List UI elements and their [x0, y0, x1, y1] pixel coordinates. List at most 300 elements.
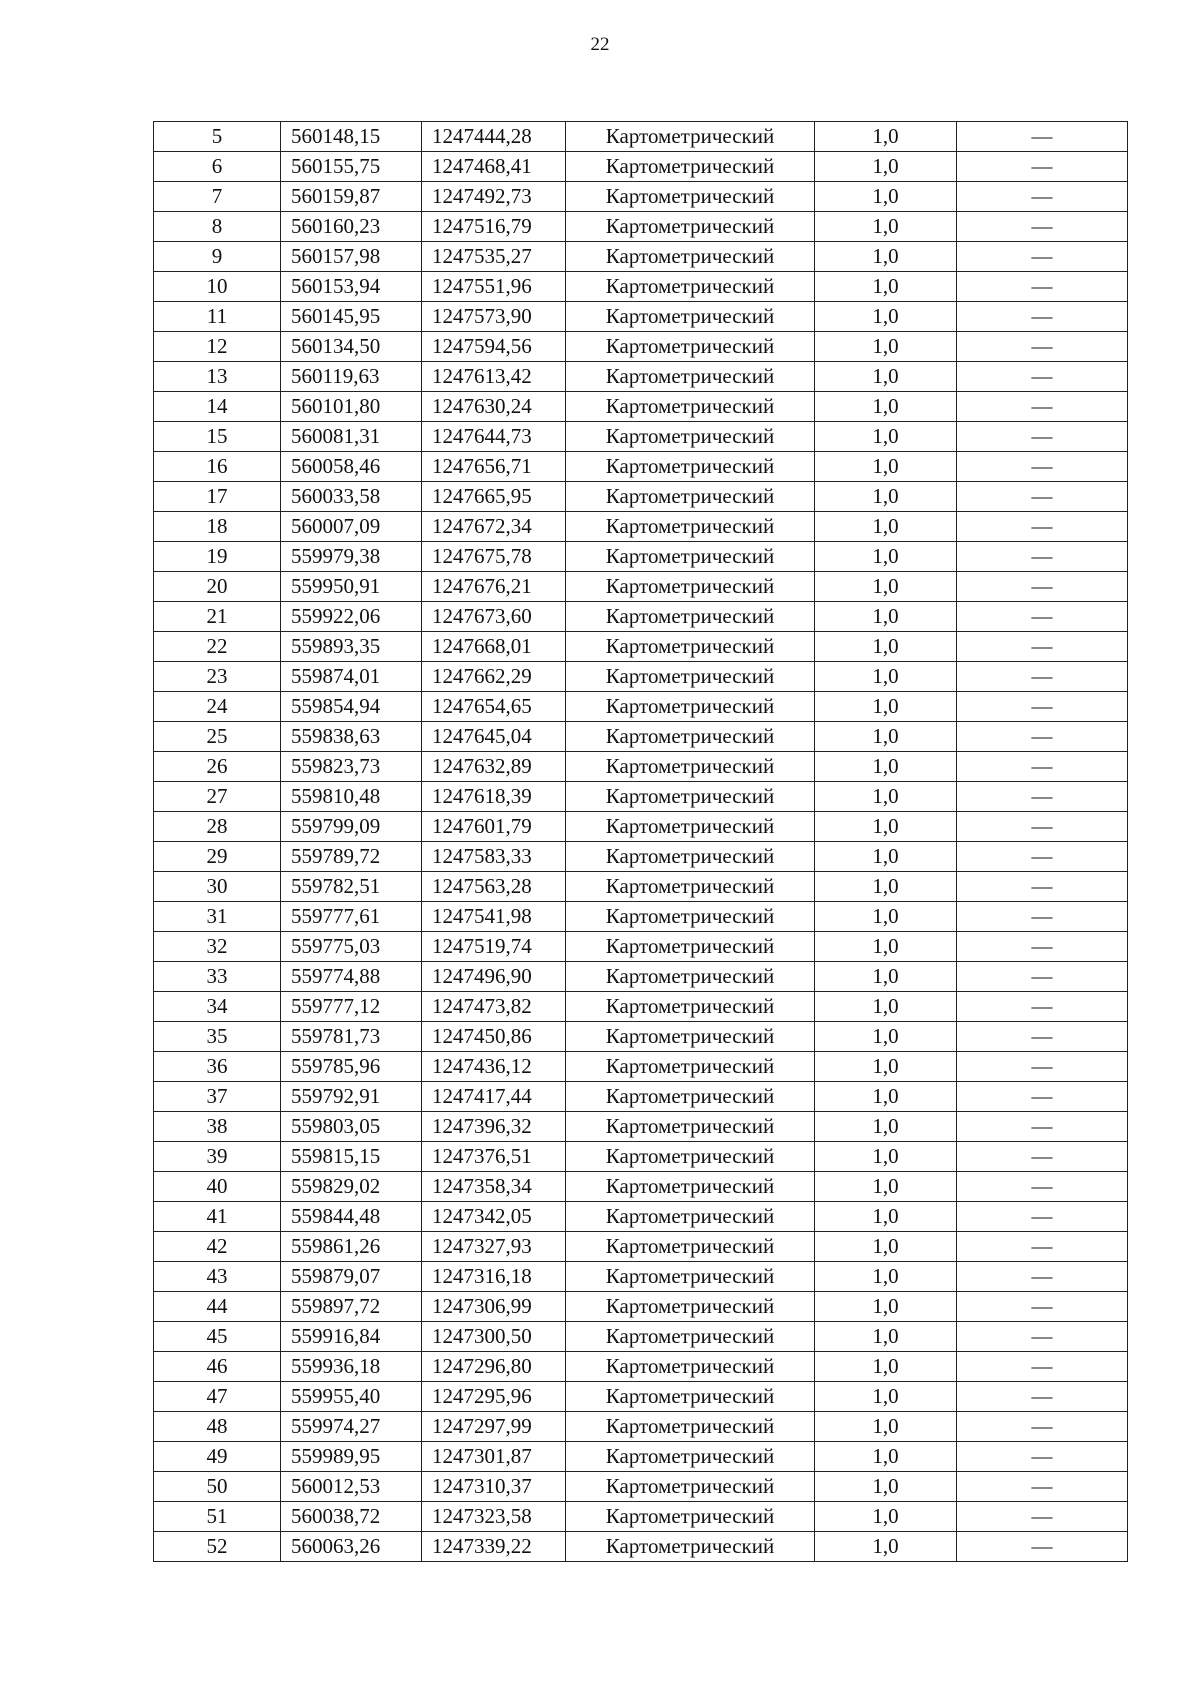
y-coordinate-cell: 1247473,82 — [422, 992, 566, 1022]
y-coordinate-cell: 1247516,79 — [422, 212, 566, 242]
y-coordinate-cell: 1247295,96 — [422, 1382, 566, 1412]
accuracy-cell: 1,0 — [815, 1442, 957, 1472]
accuracy-cell: 1,0 — [815, 1172, 957, 1202]
x-coordinate-cell: 559781,73 — [281, 1022, 422, 1052]
accuracy-cell: 1,0 — [815, 392, 957, 422]
accuracy-cell: 1,0 — [815, 812, 957, 842]
method-cell: Картометрический — [566, 272, 815, 302]
method-cell: Картометрический — [566, 1502, 815, 1532]
table-row — [154, 392, 1128, 422]
point-number-cell: 28 — [154, 812, 281, 842]
method-cell: Картометрический — [566, 1532, 815, 1562]
x-coordinate-cell: 560007,09 — [281, 512, 422, 542]
description-cell: — — [957, 1352, 1128, 1382]
table-row — [154, 812, 1128, 842]
method-cell: Картометрический — [566, 362, 815, 392]
y-coordinate-cell: 1247296,80 — [422, 1352, 566, 1382]
description-cell: — — [957, 1232, 1128, 1262]
table-row — [154, 752, 1128, 782]
accuracy-cell: 1,0 — [815, 842, 957, 872]
y-coordinate-cell: 1247396,32 — [422, 1112, 566, 1142]
y-coordinate-cell: 1247645,04 — [422, 722, 566, 752]
table-row — [154, 902, 1128, 932]
accuracy-cell: 1,0 — [815, 122, 957, 152]
point-number-cell: 20 — [154, 572, 281, 602]
description-cell: — — [957, 932, 1128, 962]
method-cell: Картометрический — [566, 152, 815, 182]
table-row — [154, 1322, 1128, 1352]
method-cell: Картометрический — [566, 992, 815, 1022]
table-row — [154, 182, 1128, 212]
method-cell: Картометрический — [566, 1232, 815, 1262]
description-cell: — — [957, 302, 1128, 332]
table-row — [154, 482, 1128, 512]
accuracy-cell: 1,0 — [815, 1112, 957, 1142]
accuracy-cell: 1,0 — [815, 992, 957, 1022]
accuracy-cell: 1,0 — [815, 482, 957, 512]
description-cell: — — [957, 1502, 1128, 1532]
accuracy-cell: 1,0 — [815, 872, 957, 902]
method-cell: Картометрический — [566, 332, 815, 362]
x-coordinate-cell: 559777,12 — [281, 992, 422, 1022]
y-coordinate-cell: 1247563,28 — [422, 872, 566, 902]
accuracy-cell: 1,0 — [815, 1472, 957, 1502]
x-coordinate-cell: 560157,98 — [281, 242, 422, 272]
method-cell: Картометрический — [566, 842, 815, 872]
point-number-cell: 49 — [154, 1442, 281, 1472]
x-coordinate-cell: 560159,87 — [281, 182, 422, 212]
y-coordinate-cell: 1247618,39 — [422, 782, 566, 812]
method-cell: Картометрический — [566, 182, 815, 212]
method-cell: Картометрический — [566, 392, 815, 422]
point-number-cell: 27 — [154, 782, 281, 812]
point-number-cell: 46 — [154, 1352, 281, 1382]
method-cell: Картометрический — [566, 242, 815, 272]
y-coordinate-cell: 1247672,34 — [422, 512, 566, 542]
accuracy-cell: 1,0 — [815, 1022, 957, 1052]
y-coordinate-cell: 1247594,56 — [422, 332, 566, 362]
accuracy-cell: 1,0 — [815, 1262, 957, 1292]
y-coordinate-cell: 1247535,27 — [422, 242, 566, 272]
table-row — [154, 932, 1128, 962]
y-coordinate-cell: 1247339,22 — [422, 1532, 566, 1562]
accuracy-cell: 1,0 — [815, 1202, 957, 1232]
x-coordinate-cell: 559803,05 — [281, 1112, 422, 1142]
description-cell: — — [957, 872, 1128, 902]
method-cell: Картометрический — [566, 1202, 815, 1232]
method-cell: Картометрический — [566, 752, 815, 782]
y-coordinate-cell: 1247436,12 — [422, 1052, 566, 1082]
y-coordinate-cell: 1247630,24 — [422, 392, 566, 422]
description-cell: — — [957, 812, 1128, 842]
description-cell: — — [957, 1472, 1128, 1502]
x-coordinate-cell: 559936,18 — [281, 1352, 422, 1382]
x-coordinate-cell: 559774,88 — [281, 962, 422, 992]
point-number-cell: 52 — [154, 1532, 281, 1562]
y-coordinate-cell: 1247306,99 — [422, 1292, 566, 1322]
x-coordinate-cell: 559950,91 — [281, 572, 422, 602]
accuracy-cell: 1,0 — [815, 602, 957, 632]
point-number-cell: 25 — [154, 722, 281, 752]
table-row — [154, 1502, 1128, 1532]
table-row — [154, 1382, 1128, 1412]
x-coordinate-cell: 559810,48 — [281, 782, 422, 812]
point-number-cell: 18 — [154, 512, 281, 542]
y-coordinate-cell: 1247316,18 — [422, 1262, 566, 1292]
x-coordinate-cell: 559838,63 — [281, 722, 422, 752]
point-number-cell: 26 — [154, 752, 281, 782]
table-row — [154, 452, 1128, 482]
method-cell: Картометрический — [566, 632, 815, 662]
method-cell: Картометрический — [566, 1112, 815, 1142]
accuracy-cell: 1,0 — [815, 1502, 957, 1532]
accuracy-cell: 1,0 — [815, 1052, 957, 1082]
method-cell: Картометрический — [566, 1442, 815, 1472]
x-coordinate-cell: 560012,53 — [281, 1472, 422, 1502]
description-cell: — — [957, 152, 1128, 182]
table-row — [154, 1172, 1128, 1202]
point-number-cell: 13 — [154, 362, 281, 392]
description-cell: — — [957, 992, 1128, 1022]
point-number-cell: 40 — [154, 1172, 281, 1202]
description-cell: — — [957, 572, 1128, 602]
accuracy-cell: 1,0 — [815, 932, 957, 962]
x-coordinate-cell: 559879,07 — [281, 1262, 422, 1292]
method-cell: Картометрический — [566, 1022, 815, 1052]
x-coordinate-cell: 560155,75 — [281, 152, 422, 182]
description-cell: — — [957, 602, 1128, 632]
point-number-cell: 8 — [154, 212, 281, 242]
table-row — [154, 362, 1128, 392]
accuracy-cell: 1,0 — [815, 1412, 957, 1442]
y-coordinate-cell: 1247551,96 — [422, 272, 566, 302]
table-row — [154, 1262, 1128, 1292]
accuracy-cell: 1,0 — [815, 1082, 957, 1112]
point-number-cell: 16 — [154, 452, 281, 482]
x-coordinate-cell: 560101,80 — [281, 392, 422, 422]
description-cell: — — [957, 362, 1128, 392]
y-coordinate-cell: 1247613,42 — [422, 362, 566, 392]
x-coordinate-cell: 559829,02 — [281, 1172, 422, 1202]
accuracy-cell: 1,0 — [815, 512, 957, 542]
x-coordinate-cell: 559854,94 — [281, 692, 422, 722]
point-number-cell: 35 — [154, 1022, 281, 1052]
point-number-cell: 34 — [154, 992, 281, 1022]
y-coordinate-cell: 1247450,86 — [422, 1022, 566, 1052]
description-cell: — — [957, 1442, 1128, 1472]
point-number-cell: 44 — [154, 1292, 281, 1322]
point-number-cell: 6 — [154, 152, 281, 182]
x-coordinate-cell: 559799,09 — [281, 812, 422, 842]
x-coordinate-cell: 559815,15 — [281, 1142, 422, 1172]
point-number-cell: 39 — [154, 1142, 281, 1172]
x-coordinate-cell: 559861,26 — [281, 1232, 422, 1262]
accuracy-cell: 1,0 — [815, 242, 957, 272]
method-cell: Картометрический — [566, 662, 815, 692]
x-coordinate-cell: 560145,95 — [281, 302, 422, 332]
x-coordinate-cell: 559897,72 — [281, 1292, 422, 1322]
method-cell: Картометрический — [566, 422, 815, 452]
y-coordinate-cell: 1247496,90 — [422, 962, 566, 992]
description-cell: — — [957, 1322, 1128, 1352]
description-cell: — — [957, 722, 1128, 752]
table-body — [154, 122, 1128, 1562]
y-coordinate-cell: 1247601,79 — [422, 812, 566, 842]
method-cell: Картометрический — [566, 482, 815, 512]
method-cell: Картометрический — [566, 542, 815, 572]
method-cell: Картометрический — [566, 302, 815, 332]
description-cell: — — [957, 332, 1128, 362]
point-number-cell: 41 — [154, 1202, 281, 1232]
point-number-cell: 24 — [154, 692, 281, 722]
table-row — [154, 1202, 1128, 1232]
accuracy-cell: 1,0 — [815, 212, 957, 242]
table-row — [154, 122, 1128, 152]
description-cell: — — [957, 1112, 1128, 1142]
table-row — [154, 152, 1128, 182]
description-cell: — — [957, 632, 1128, 662]
point-number-cell: 15 — [154, 422, 281, 452]
x-coordinate-cell: 560058,46 — [281, 452, 422, 482]
coordinates-table — [153, 121, 1128, 1562]
table-row — [154, 1082, 1128, 1112]
table-row — [154, 572, 1128, 602]
table-row — [154, 302, 1128, 332]
x-coordinate-cell: 559974,27 — [281, 1412, 422, 1442]
description-cell: — — [957, 662, 1128, 692]
x-coordinate-cell: 559789,72 — [281, 842, 422, 872]
accuracy-cell: 1,0 — [815, 572, 957, 602]
y-coordinate-cell: 1247301,87 — [422, 1442, 566, 1472]
table-row — [154, 962, 1128, 992]
accuracy-cell: 1,0 — [815, 692, 957, 722]
point-number-cell: 12 — [154, 332, 281, 362]
y-coordinate-cell: 1247342,05 — [422, 1202, 566, 1232]
point-number-cell: 30 — [154, 872, 281, 902]
method-cell: Картометрический — [566, 962, 815, 992]
table-row — [154, 542, 1128, 572]
description-cell: — — [957, 1022, 1128, 1052]
x-coordinate-cell: 560160,23 — [281, 212, 422, 242]
point-number-cell: 22 — [154, 632, 281, 662]
description-cell: — — [957, 1142, 1128, 1172]
method-cell: Картометрический — [566, 902, 815, 932]
accuracy-cell: 1,0 — [815, 452, 957, 482]
table-row — [154, 1292, 1128, 1322]
x-coordinate-cell: 559922,06 — [281, 602, 422, 632]
table-row — [154, 272, 1128, 302]
y-coordinate-cell: 1247327,93 — [422, 1232, 566, 1262]
table-row — [154, 332, 1128, 362]
point-number-cell: 17 — [154, 482, 281, 512]
point-number-cell: 51 — [154, 1502, 281, 1532]
description-cell: — — [957, 842, 1128, 872]
method-cell: Картометрический — [566, 1352, 815, 1382]
method-cell: Картометрический — [566, 1412, 815, 1442]
y-coordinate-cell: 1247573,90 — [422, 302, 566, 332]
y-coordinate-cell: 1247675,78 — [422, 542, 566, 572]
page-number: 22 — [590, 34, 610, 55]
method-cell: Картометрический — [566, 1382, 815, 1412]
y-coordinate-cell: 1247632,89 — [422, 752, 566, 782]
description-cell: — — [957, 1382, 1128, 1412]
method-cell: Картометрический — [566, 782, 815, 812]
table-row — [154, 422, 1128, 452]
point-number-cell: 21 — [154, 602, 281, 632]
description-cell: — — [957, 1532, 1128, 1562]
accuracy-cell: 1,0 — [815, 1322, 957, 1352]
point-number-cell: 43 — [154, 1262, 281, 1292]
x-coordinate-cell: 560153,94 — [281, 272, 422, 302]
point-number-cell: 5 — [154, 122, 281, 152]
y-coordinate-cell: 1247358,34 — [422, 1172, 566, 1202]
y-coordinate-cell: 1247644,73 — [422, 422, 566, 452]
accuracy-cell: 1,0 — [815, 272, 957, 302]
y-coordinate-cell: 1247310,37 — [422, 1472, 566, 1502]
description-cell: — — [957, 1262, 1128, 1292]
accuracy-cell: 1,0 — [815, 1352, 957, 1382]
point-number-cell: 9 — [154, 242, 281, 272]
accuracy-cell: 1,0 — [815, 782, 957, 812]
description-cell: — — [957, 452, 1128, 482]
x-coordinate-cell: 559777,61 — [281, 902, 422, 932]
description-cell: — — [957, 1292, 1128, 1322]
y-coordinate-cell: 1247654,65 — [422, 692, 566, 722]
description-cell: — — [957, 962, 1128, 992]
description-cell: — — [957, 782, 1128, 812]
description-cell: — — [957, 1202, 1128, 1232]
description-cell: — — [957, 1082, 1128, 1112]
table-row — [154, 1112, 1128, 1142]
table-row — [154, 1412, 1128, 1442]
accuracy-cell: 1,0 — [815, 1382, 957, 1412]
method-cell: Картометрический — [566, 1292, 815, 1322]
x-coordinate-cell: 559989,95 — [281, 1442, 422, 1472]
method-cell: Картометрический — [566, 452, 815, 482]
description-cell: — — [957, 422, 1128, 452]
table-row — [154, 722, 1128, 752]
table-row — [154, 512, 1128, 542]
method-cell: Картометрический — [566, 512, 815, 542]
method-cell: Картометрический — [566, 602, 815, 632]
accuracy-cell: 1,0 — [815, 332, 957, 362]
table-row — [154, 1022, 1128, 1052]
table-row — [154, 1142, 1128, 1172]
method-cell: Картометрический — [566, 872, 815, 902]
point-number-cell: 32 — [154, 932, 281, 962]
description-cell: — — [957, 1172, 1128, 1202]
table-row — [154, 872, 1128, 902]
accuracy-cell: 1,0 — [815, 1292, 957, 1322]
method-cell: Картометрический — [566, 1262, 815, 1292]
table-row — [154, 692, 1128, 722]
y-coordinate-cell: 1247668,01 — [422, 632, 566, 662]
method-cell: Картометрический — [566, 722, 815, 752]
y-coordinate-cell: 1247468,41 — [422, 152, 566, 182]
table-row — [154, 602, 1128, 632]
y-coordinate-cell: 1247656,71 — [422, 452, 566, 482]
point-number-cell: 45 — [154, 1322, 281, 1352]
table-row — [154, 662, 1128, 692]
accuracy-cell: 1,0 — [815, 752, 957, 782]
point-number-cell: 11 — [154, 302, 281, 332]
method-cell: Картометрический — [566, 812, 815, 842]
x-coordinate-cell: 559893,35 — [281, 632, 422, 662]
accuracy-cell: 1,0 — [815, 722, 957, 752]
y-coordinate-cell: 1247444,28 — [422, 122, 566, 152]
accuracy-cell: 1,0 — [815, 362, 957, 392]
point-number-cell: 29 — [154, 842, 281, 872]
x-coordinate-cell: 559792,91 — [281, 1082, 422, 1112]
method-cell: Картометрический — [566, 1082, 815, 1112]
accuracy-cell: 1,0 — [815, 1532, 957, 1562]
description-cell: — — [957, 692, 1128, 722]
x-coordinate-cell: 560119,63 — [281, 362, 422, 392]
x-coordinate-cell: 560063,26 — [281, 1532, 422, 1562]
x-coordinate-cell: 559775,03 — [281, 932, 422, 962]
accuracy-cell: 1,0 — [815, 422, 957, 452]
method-cell: Картометрический — [566, 122, 815, 152]
point-number-cell: 23 — [154, 662, 281, 692]
accuracy-cell: 1,0 — [815, 962, 957, 992]
description-cell: — — [957, 272, 1128, 302]
accuracy-cell: 1,0 — [815, 1142, 957, 1172]
x-coordinate-cell: 559844,48 — [281, 1202, 422, 1232]
accuracy-cell: 1,0 — [815, 302, 957, 332]
x-coordinate-cell: 559823,73 — [281, 752, 422, 782]
x-coordinate-cell: 560148,15 — [281, 122, 422, 152]
description-cell: — — [957, 482, 1128, 512]
accuracy-cell: 1,0 — [815, 1232, 957, 1262]
point-number-cell: 19 — [154, 542, 281, 572]
table-row — [154, 242, 1128, 272]
y-coordinate-cell: 1247519,74 — [422, 932, 566, 962]
description-cell: — — [957, 902, 1128, 932]
table-row — [154, 1352, 1128, 1382]
x-coordinate-cell: 559874,01 — [281, 662, 422, 692]
y-coordinate-cell: 1247492,73 — [422, 182, 566, 212]
method-cell: Картометрический — [566, 1052, 815, 1082]
y-coordinate-cell: 1247323,58 — [422, 1502, 566, 1532]
y-coordinate-cell: 1247665,95 — [422, 482, 566, 512]
accuracy-cell: 1,0 — [815, 662, 957, 692]
point-number-cell: 36 — [154, 1052, 281, 1082]
table-row — [154, 992, 1128, 1022]
method-cell: Картометрический — [566, 572, 815, 602]
table-row — [154, 842, 1128, 872]
point-number-cell: 48 — [154, 1412, 281, 1442]
point-number-cell: 10 — [154, 272, 281, 302]
description-cell: — — [957, 542, 1128, 572]
accuracy-cell: 1,0 — [815, 542, 957, 572]
point-number-cell: 47 — [154, 1382, 281, 1412]
accuracy-cell: 1,0 — [815, 152, 957, 182]
y-coordinate-cell: 1247662,29 — [422, 662, 566, 692]
method-cell: Картометрический — [566, 212, 815, 242]
table-row — [154, 1472, 1128, 1502]
y-coordinate-cell: 1247676,21 — [422, 572, 566, 602]
x-coordinate-cell: 559785,96 — [281, 1052, 422, 1082]
y-coordinate-cell: 1247376,51 — [422, 1142, 566, 1172]
point-number-cell: 50 — [154, 1472, 281, 1502]
method-cell: Картометрический — [566, 932, 815, 962]
x-coordinate-cell: 560033,58 — [281, 482, 422, 512]
description-cell: — — [957, 242, 1128, 272]
point-number-cell: 7 — [154, 182, 281, 212]
description-cell: — — [957, 512, 1128, 542]
y-coordinate-cell: 1247541,98 — [422, 902, 566, 932]
description-cell: — — [957, 1412, 1128, 1442]
